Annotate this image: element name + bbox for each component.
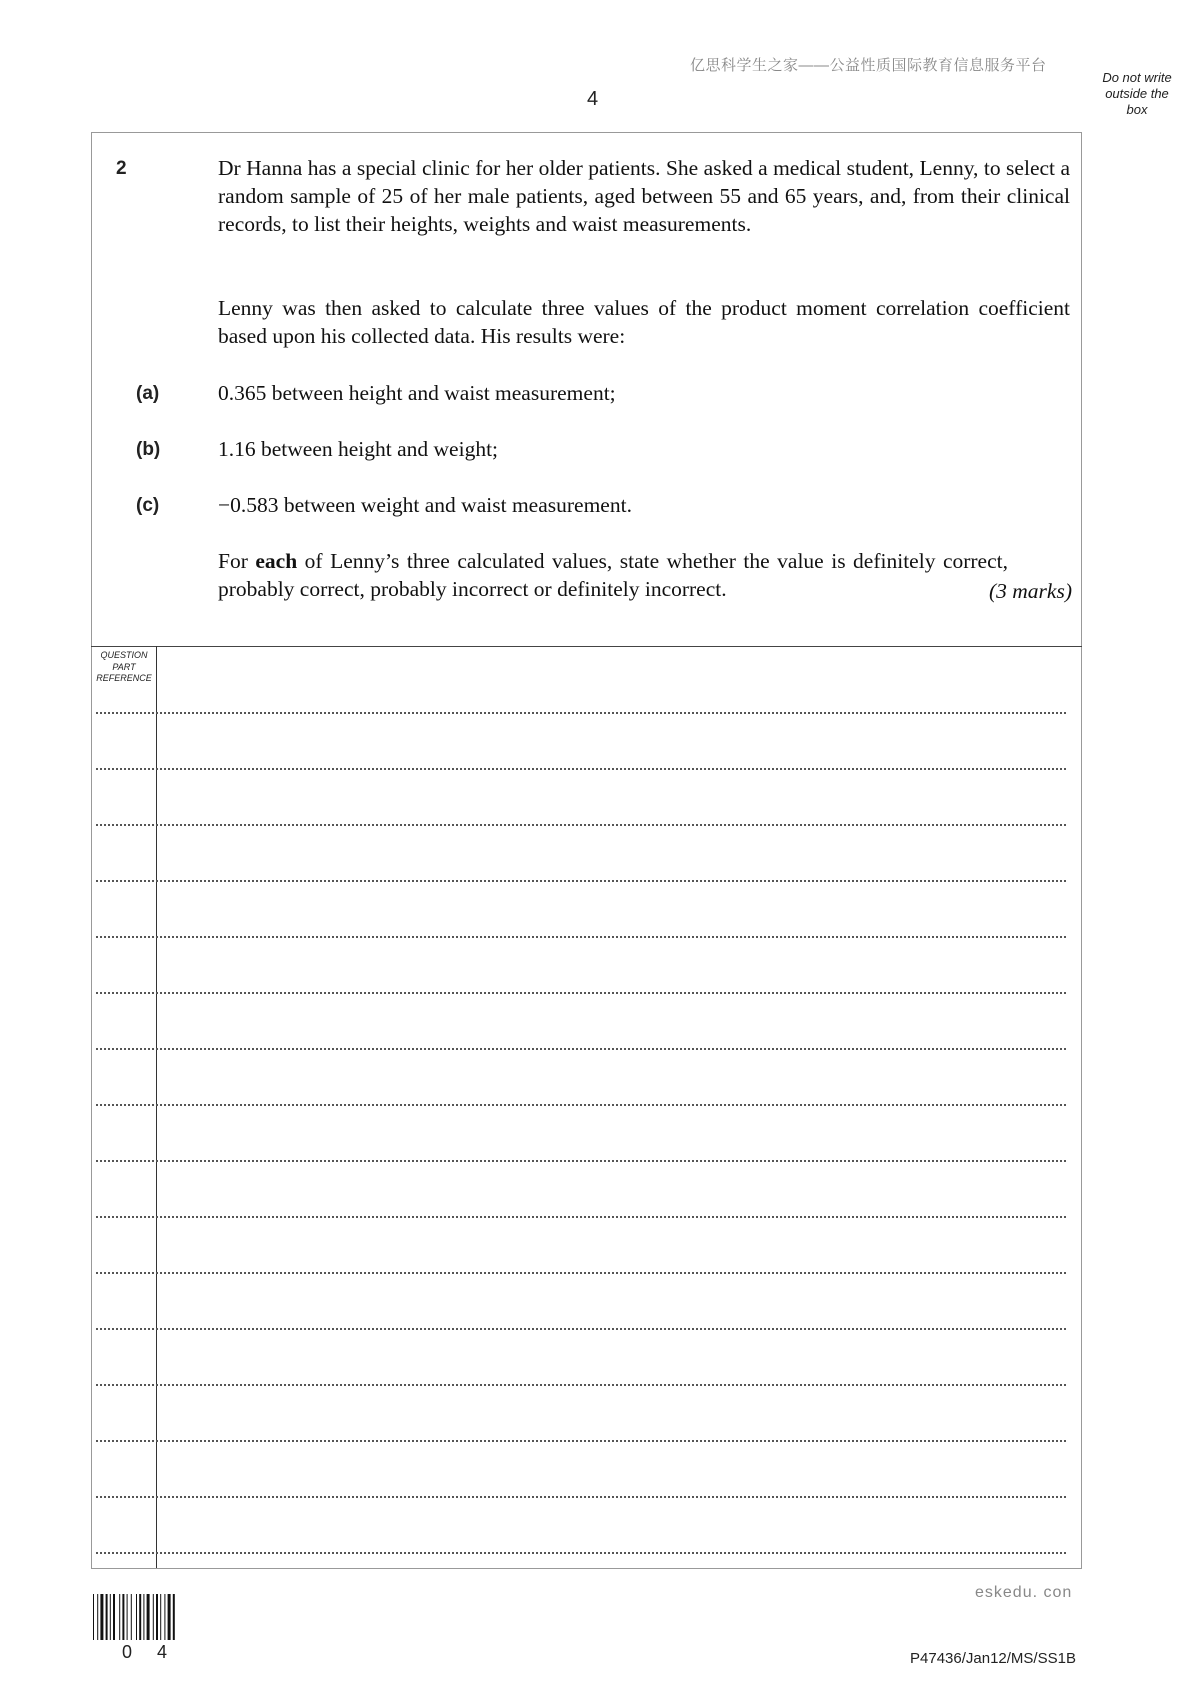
barcode-bar (136, 1594, 137, 1640)
reference-column-divider (156, 646, 157, 1568)
answer-line[interactable] (96, 1104, 1066, 1106)
barcode-bar (127, 1594, 128, 1640)
reference-label-line: QUESTION (100, 650, 148, 660)
barcode-bar (139, 1594, 141, 1640)
answer-line[interactable] (96, 1328, 1066, 1330)
question-instruction: Lenny was then asked to calculate three values of the product moment correlation coefficient based upon his collected data. His results were: (218, 296, 1070, 348)
barcode (93, 1594, 195, 1640)
answer-line[interactable] (96, 712, 1066, 714)
answer-line[interactable] (96, 1160, 1066, 1162)
task-suffix: of Lenny’s three calculated values, state whether the value is definitely correct, probably correct, probably incorrect or definitely incorrect. (218, 549, 1008, 601)
reference-label-line: REFERENCE (96, 673, 152, 683)
answer-line[interactable] (96, 1216, 1066, 1218)
answer-line[interactable] (96, 992, 1066, 994)
barcode-bar (143, 1594, 144, 1640)
answer-line[interactable] (96, 768, 1066, 770)
task-emphasis: each (255, 549, 298, 573)
question-number: 2 (116, 158, 127, 179)
answer-line[interactable] (96, 1496, 1066, 1498)
answer-line[interactable] (96, 936, 1066, 938)
part-text-b: 1.16 between height and weight; (218, 437, 499, 461)
barcode-bar (153, 1594, 154, 1640)
barcode-bar (119, 1594, 120, 1640)
barcode-bar (93, 1594, 94, 1640)
barcode-bar (168, 1594, 171, 1640)
question-intro: Dr Hanna has a special clinic for her older patients. She asked a medical student, Lenny, to select a random sample of 25 of her male patients, aged between 55 and 65 years, and, from their clinical records, to list their heights, weights and waist measurements. (218, 156, 1070, 236)
answer-line[interactable] (96, 1384, 1066, 1386)
barcode-bar (160, 1594, 161, 1640)
margin-note-line: box (1126, 102, 1148, 117)
barcode-bar (147, 1594, 150, 1640)
barcode-bar (156, 1594, 158, 1640)
site-tag: eskedu. con (975, 1584, 1073, 1601)
barcode-bar (106, 1594, 108, 1640)
answer-line[interactable] (96, 1552, 1066, 1554)
margin-note (1092, 70, 1182, 118)
barcode-digits: 0 4 (122, 1642, 178, 1662)
task-prefix: For (218, 549, 256, 573)
part-label-c: (c) (136, 495, 160, 516)
barcode-bar (131, 1594, 132, 1640)
part-text-c: −0.583 between weight and waist measurement. (218, 493, 632, 517)
barcode-bar (113, 1594, 115, 1640)
question-part-reference-label (92, 650, 156, 685)
barcode-bar (164, 1594, 165, 1640)
watermark-text: 亿思科学生之家——公益性质国际教育信息服务平台 (690, 57, 1047, 74)
answer-line[interactable] (96, 824, 1066, 826)
barcode-bar (110, 1594, 111, 1640)
margin-note-line: outside the (1105, 86, 1169, 101)
barcode-bar (173, 1594, 175, 1640)
answer-line[interactable] (96, 880, 1066, 882)
paper-reference: P47436/Jan12/MS/SS1B (910, 1650, 1076, 1667)
page-number: 4 (587, 88, 599, 110)
question-task (218, 547, 1008, 603)
marks-label: (3 marks) (989, 579, 1072, 603)
answer-line[interactable] (96, 1272, 1066, 1274)
reference-label-line: PART (112, 661, 136, 672)
barcode-bar (100, 1594, 103, 1640)
part-label-a: (a) (136, 383, 160, 404)
margin-note-line: Do not write (1102, 70, 1172, 85)
answer-line[interactable] (96, 1440, 1066, 1442)
answer-area-top-border (91, 646, 1082, 647)
barcode-bar (122, 1594, 124, 1640)
part-text-a: 0.365 between height and waist measurement; (218, 381, 616, 405)
barcode-bar (97, 1594, 98, 1640)
part-label-b: (b) (136, 439, 161, 460)
answer-line[interactable] (96, 1048, 1066, 1050)
